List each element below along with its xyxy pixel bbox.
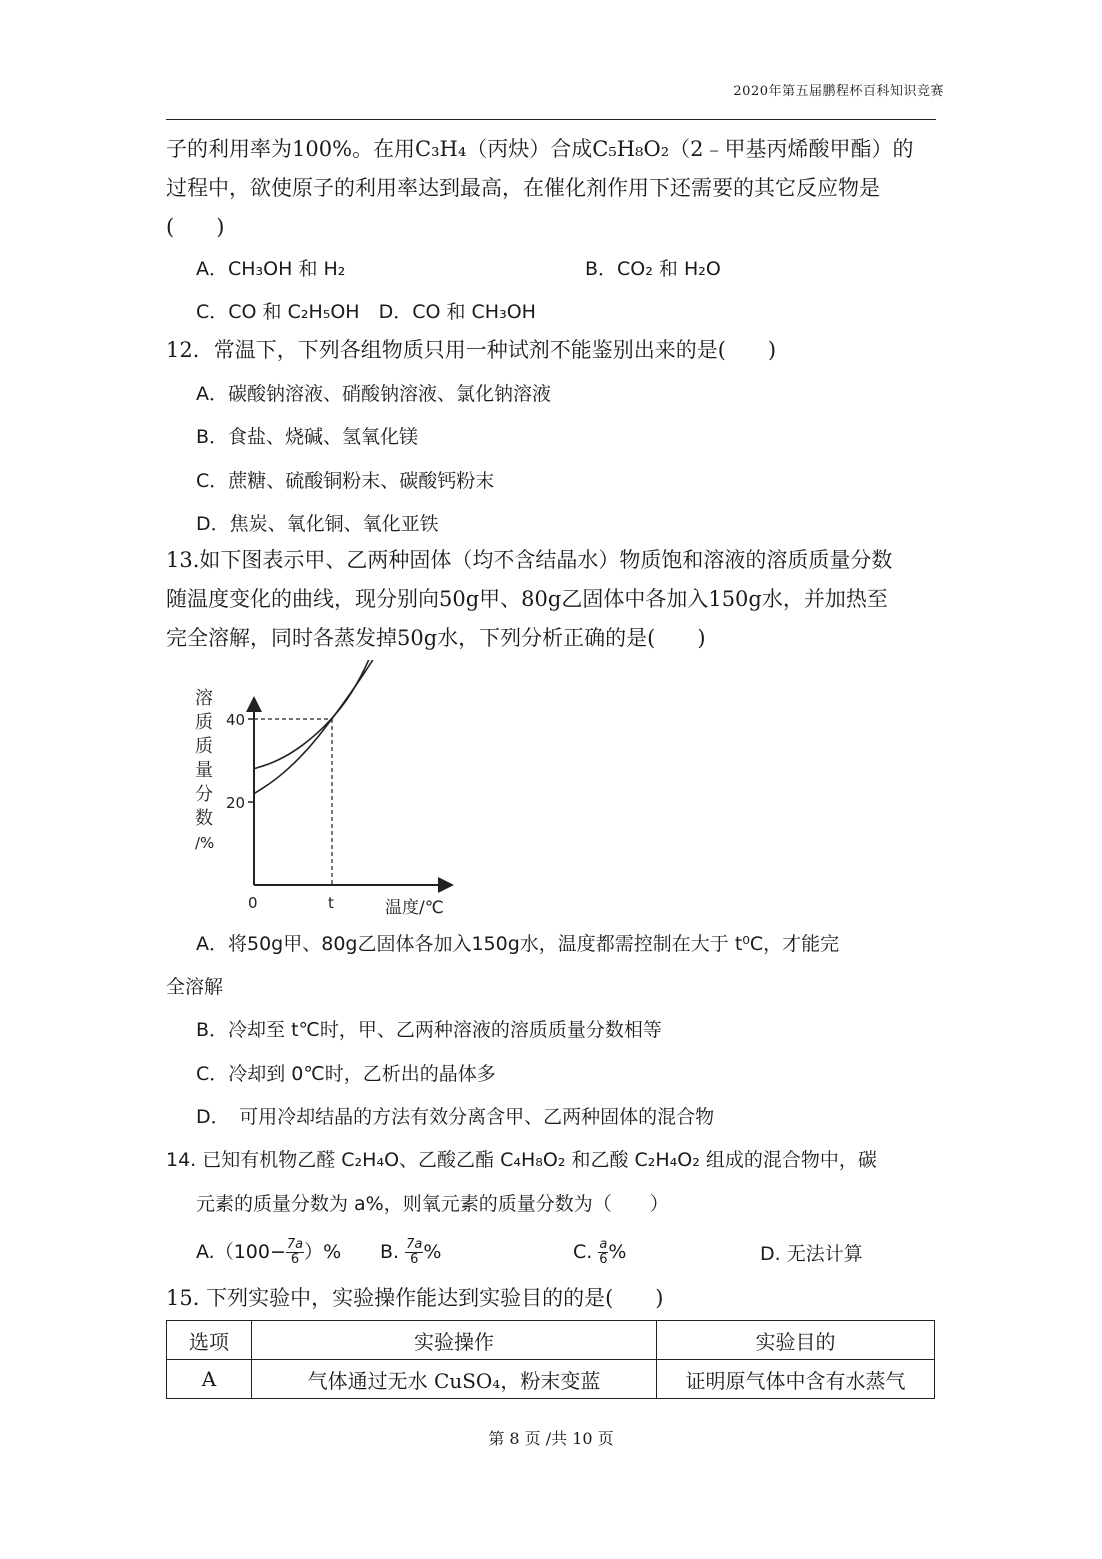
q14-option-d: D. 无法计算 xyxy=(760,1243,863,1265)
q13-option-c: C．冷却到 0℃时，乙析出的晶体多 xyxy=(196,1063,496,1085)
q12-option-c: C．蔗糖、硫酸铜粉末、碳酸钙粉末 xyxy=(196,470,495,492)
fraction-7a-over-6 xyxy=(286,1238,304,1267)
y-axis-label-char: 分 xyxy=(195,784,213,805)
q11-option-b: B．CO₂ 和 H₂O xyxy=(585,258,721,280)
q14-option-a-prefix: A.（100− xyxy=(196,1241,286,1263)
q13-option-d: D． 可用冷却结晶的方法有效分离含甲、乙两种固体的混合物 xyxy=(196,1106,715,1128)
table-cell: A xyxy=(167,1360,252,1399)
q12-option-b: B．食盐、烧碱、氢氧化镁 xyxy=(196,426,419,448)
table-header-row xyxy=(167,1321,935,1360)
header-rule xyxy=(166,119,936,120)
page-footer: 第 8 页 /共 10 页 xyxy=(488,1429,614,1448)
q12-stem: 12．常温下，下列各组物质只用一种试剂不能鉴别出来的是( ) xyxy=(166,338,777,362)
q13-line3: 完全溶解，同时各蒸发掉50g水，下列分析正确的是( ) xyxy=(166,626,706,650)
q12-option-d: D．焦炭、氧化铜、氧化亚铁 xyxy=(196,513,439,535)
q13-option-a-line2: 全溶解 xyxy=(166,976,224,998)
q14-option-b-prefix: B. xyxy=(380,1241,400,1263)
fraction-a-over-6 xyxy=(598,1238,608,1267)
x-tick-label: t xyxy=(328,894,334,912)
q13-line1: 13.如下图表示甲、乙两种固体（均不含结晶水）物质饱和溶液的溶质质量分数 xyxy=(166,548,893,572)
fraction-7a-over-6 xyxy=(405,1238,423,1267)
y-tick-label: 40 xyxy=(226,711,246,729)
fraction-numerator: a xyxy=(599,1237,608,1252)
q13-option-b: B．冷却至 t℃时，甲、乙两种溶液的溶质质量分数相等 xyxy=(196,1019,662,1041)
q14-option-c-prefix: C. xyxy=(573,1241,593,1263)
q15-stem: 15. 下列实验中，实验操作能达到实验目的的是( ) xyxy=(166,1286,664,1310)
q14-option-b-suffix: % xyxy=(423,1241,442,1263)
y-axis-label-char: 质 xyxy=(195,712,213,733)
page-header-title: 2020年第五届鹏程杯百科知识竞赛 xyxy=(733,84,944,99)
fraction-numerator: 7a xyxy=(406,1237,423,1252)
experiment-table xyxy=(166,1320,935,1399)
q14-option-b xyxy=(380,1238,441,1267)
y-tick-label: 20 xyxy=(226,794,246,812)
q11-line1: 子的利用率为100%。在用C₃H₄（丙炔）合成C₅H₈O₂（2﹣甲基丙烯酸甲酯）的 xyxy=(166,137,914,161)
q14-line2: 元素的质量分数为 a%，则氧元素的质量分数为（ ） xyxy=(196,1193,669,1215)
q14-option-a xyxy=(196,1238,341,1267)
table-header-cell: 实验操作 xyxy=(252,1321,657,1360)
y-axis-label-char: 量 xyxy=(195,760,213,781)
solubility-chart xyxy=(185,660,475,920)
fraction-denominator: 6 xyxy=(599,1252,608,1267)
q11-option-cd: C．CO 和 C₂H₅OH D．CO 和 CH₃OH xyxy=(196,301,536,323)
table-cell: 证明原气体中含有水蒸气 xyxy=(657,1360,935,1399)
table-cell: 气体通过无水 CuSO₄，粉末变蓝 xyxy=(252,1360,657,1399)
q11-option-a: A．CH₃OH 和 H₂ xyxy=(196,258,346,280)
series-line-jia xyxy=(254,660,410,769)
q14-line1: 14. 已知有机物乙醛 C₂H₄O、乙酸乙酯 C₄H₈O₂ 和乙酸 C₂H₄O₂ 组成的混合物中，碳 xyxy=(166,1149,877,1171)
fraction-denominator: 6 xyxy=(410,1252,419,1267)
y-axis-label-char: 质 xyxy=(195,736,213,757)
table-header-cell: 选项 xyxy=(167,1321,252,1360)
q13-line2: 随温度变化的曲线，现分别向50g甲、80g乙固体中各加入150g水，并加热至 xyxy=(166,587,888,611)
q14-option-c xyxy=(573,1238,626,1267)
y-axis-label xyxy=(195,688,214,852)
y-axis-label-char: /% xyxy=(195,834,215,852)
q12-option-a: A．碳酸钠溶液、硝酸钠溶液、氯化钠溶液 xyxy=(196,383,551,405)
y-axis-label-char: 溶 xyxy=(195,688,213,709)
x-axis-label: 温度/℃ xyxy=(385,898,444,918)
table-header-cell: 实验目的 xyxy=(657,1321,935,1360)
q14-option-a-suffix: ）% xyxy=(304,1241,342,1263)
table-row xyxy=(167,1360,935,1399)
y-axis-label-char: 数 xyxy=(195,808,213,829)
fraction-denominator: 6 xyxy=(290,1252,300,1267)
q11-line2: 过程中，欲使原子的利用率达到最高，在催化剂作用下还需要的其它反应物是 xyxy=(166,176,880,200)
q14-option-c-suffix: % xyxy=(608,1241,627,1263)
q11-line3: ( ) xyxy=(166,215,225,239)
q13-option-a-line1: A．将50g甲、80g乙固体各加入150g水，温度都需控制在大于 t⁰C，才能完 xyxy=(196,933,840,955)
x-tick-label: 0 xyxy=(248,894,258,912)
fraction-numerator: 7a xyxy=(286,1237,304,1252)
